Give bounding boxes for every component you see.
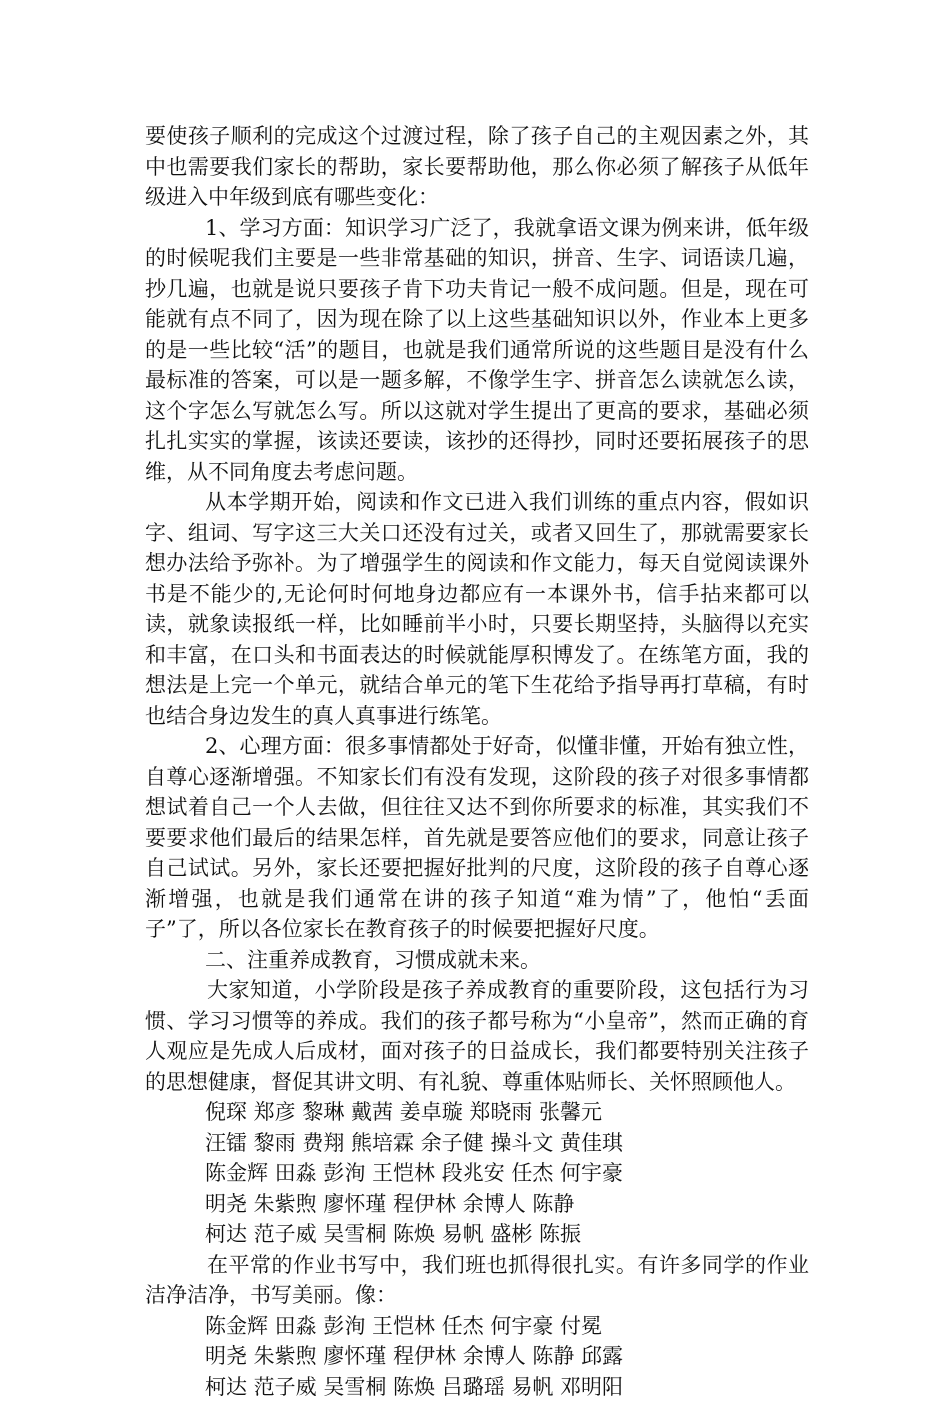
names-line: 陈金辉 田淼 彭洵 王恺林 段兆安 任杰 何宇豪	[145, 1158, 809, 1189]
student-names-list-2	[145, 1311, 809, 1402]
paragraph-intro: 要使孩子顺利的完成这个过渡过程，除了孩子自己的主观因素之外，其中也需要我们家长的帮助，家长要帮助他，那么你必须了解孩子从低年级进入中年级到底有哪些变化：	[145, 121, 809, 213]
names-line: 陈金辉 田淼 彭洵 王恺林 任杰 何宇豪 付冕	[145, 1311, 809, 1342]
paragraph-psychology-aspect: 2、心理方面：很多事情都处于好奇，似懂非懂，开始有独立性，自尊心逐渐增强。不知家长们有没有发现，这阶段的孩子对很多事情都想试着自己一个人去做，但往往又达不到你所要求的标准，其实我们不要要求他们最后的结果怎样，首先就是要答应他们的要求，同意让孩子自己试试。另外，家长还要把握好批判的尺度，这阶段的孩子自尊心逐渐增强，也就是我们通常在讲的孩子知道“难为情”了，他怕“丢面子”了，所以各位家长在教育孩子的时候要把握好尺度。	[145, 731, 809, 945]
names-line: 倪琛 郑彦 黎琳 戴茜 姜卓璇 郑晓雨 张馨元	[145, 1097, 809, 1128]
names-line: 柯达 范子威 吴雪桐 陈焕 易帆 盛彬 陈振	[145, 1219, 809, 1250]
names-line: 柯达 范子威 吴雪桐 陈焕 吕璐瑶 易帆 邓明阳	[145, 1372, 809, 1402]
student-names-list-1	[145, 1097, 809, 1250]
paragraph-reading-writing: 从本学期开始，阅读和作文已进入我们训练的重点内容，假如识字、组词、写字这三大关口还没有过关，或者又回生了，那就需要家长想办法给予弥补。为了增强学生的阅读和作文能力，每天自觉阅读课外书是不能少的,无论何时何地身边都应有一本课外书，信手拈来都可以读，就象读报纸一样，比如睡前半小时，只要长期坚持，头脑得以充实和丰富，在口头和书面表达的时候就能厚积博发了。在练笔方面，我的想法是上完一个单元，就结合单元的笔下生花给予指导再打草稿，有时也结合身边发生的真人真事进行练笔。	[145, 487, 809, 731]
section-heading-habits: 二、注重养成教育，习惯成就未来。	[145, 945, 809, 976]
names-line: 明尧 朱紫煦 廖怀瑾 程伊林 余博人 陈静	[145, 1189, 809, 1220]
document-body	[145, 121, 809, 1402]
names-line: 明尧 朱紫煦 廖怀瑾 程伊林 余博人 陈静 邱露	[145, 1341, 809, 1372]
paragraph-homework-writing: 在平常的作业书写中，我们班也抓得很扎实。有许多同学的作业洁净洁净，书写美丽。像：	[145, 1250, 809, 1311]
paragraph-study-aspect: 1、学习方面：知识学习广泛了，我就拿语文课为例来讲，低年级的时候呢我们主要是一些非常基础的知识，拼音、生字、词语读几遍，抄几遍，也就是说只要孩子肯下功夫肯记一般不成问题。但是，现在可能就有点不同了，因为现在除了以上这些基础知识以外，作业本上更多的是一些比较“活”的题目，也就是我们通常所说的这些题目是没有什么最标准的答案，可以是一题多解，不像学生字、拼音怎么读就怎么读，这个字怎么写就怎么写。所以这就对学生提出了更高的要求，基础必须扎扎实实的掌握，该读还要读，该抄的还得抄，同时还要拓展孩子的思维，从不同角度去考虑问题。	[145, 213, 809, 488]
names-line: 汪镭 黎雨 费翔 熊培霖 余子健 操斗文 黄佳琪	[145, 1128, 809, 1159]
paragraph-habit-education: 大家知道，小学阶段是孩子养成教育的重要阶段，这包括行为习惯、学习习惯等的养成。我们的孩子都号称为“小皇帝”，然而正确的育人观应是先成人后成材，面对孩子的日益成长，我们都要特别关注孩子的思想健康，督促其讲文明、有礼貌、尊重体贴师长、关怀照顾他人。	[145, 975, 809, 1097]
